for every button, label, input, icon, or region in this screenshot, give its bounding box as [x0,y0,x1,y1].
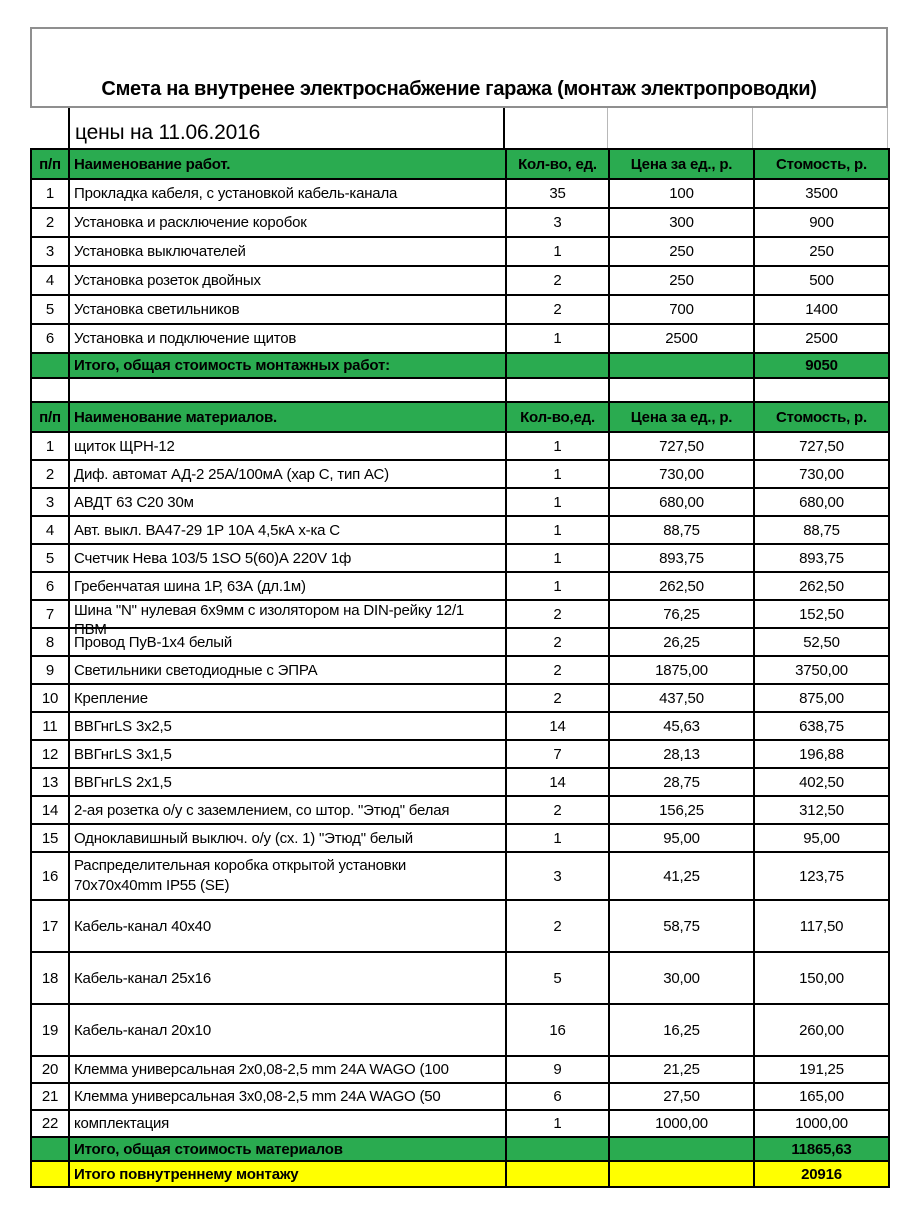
works-row-cost-cell: 500 [754,266,889,295]
spacer-cell-1 [69,378,506,402]
table-row [31,768,889,796]
materials-row-num-cell: 15 [31,824,69,852]
works-row-price-cell: 100 [609,179,754,208]
materials-row-cost-cell: 1000,00 [754,1110,889,1137]
materials-row-cost-cell: 730,00 [754,460,889,488]
materials-row-name-cell: 2-ая розетка о/у с заземлением, со штор. "Этюд" белая [69,796,506,824]
materials-row-price-cell: 437,50 [609,684,754,712]
materials-row-qty-cell: 1 [506,544,609,572]
works-row-name-cell: Установка и подключение щитов [69,324,506,353]
materials-row-num-cell: 9 [31,656,69,684]
materials-row-name-cell: Клемма универсальная 3х0,08-2,5 mm 24A WAGO (50 [69,1083,506,1110]
materials-total-label: Итого, общая стоимость материалов [69,1137,506,1161]
materials-row-price-cell: 27,50 [609,1083,754,1110]
materials-row-cost-cell: 893,75 [754,544,889,572]
table-row [31,796,889,824]
materials-row-price-cell: 28,13 [609,740,754,768]
works-row-num-cell: 2 [31,208,69,237]
table-row [31,824,889,852]
materials-row-name-cell: Шина "N" нулевая 6х9мм с изолятором на DIN-рейку 12/1 ПВМ [69,600,506,628]
table-row [31,1056,889,1083]
works-row-cost-cell: 250 [754,237,889,266]
materials-row-num-cell: 14 [31,796,69,824]
materials-row-num-cell: 19 [31,1004,69,1056]
materials-total-price-cell [609,1137,754,1161]
estimate-table [30,148,890,1188]
materials-row-num-cell: 5 [31,544,69,572]
table-row [31,208,889,237]
works-total-value: 9050 [754,353,889,378]
materials-row-name-cell: Провод ПуВ-1х4 белый [69,628,506,656]
works-row-name-cell: Установка розеток двойных [69,266,506,295]
works-row-cost-cell: 900 [754,208,889,237]
materials-row-name-cell: Клемма универсальная 2х0,08-2,5 mm 24A WAGO (100 [69,1056,506,1083]
works-header-col-3: Цена за ед., р. [609,149,754,179]
table-row [31,402,889,432]
works-header-col-0: п/п [31,149,69,179]
works-header-col-4: Стомость, р. [754,149,889,179]
materials-row-name-cell: Авт. выкл. ВА47-29 1Р 10А 4,5кА х-ка С [69,516,506,544]
materials-row-cost-cell: 312,50 [754,796,889,824]
materials-row-price-cell: 680,00 [609,488,754,516]
materials-row-qty-cell: 1 [506,460,609,488]
materials-row-qty-cell: 2 [506,656,609,684]
works-row-name-cell: Установка светильников [69,295,506,324]
table-row [31,324,889,353]
materials-row-qty-cell: 2 [506,684,609,712]
materials-row-cost-cell: 150,00 [754,952,889,1004]
table-row [31,600,889,628]
materials-row-price-cell: 28,75 [609,768,754,796]
spacer-cell-3 [609,378,754,402]
table-row [31,952,889,1004]
works-row-num-cell: 4 [31,266,69,295]
materials-row-price-cell: 893,75 [609,544,754,572]
works-row-price-cell: 2500 [609,324,754,353]
materials-row-price-cell: 727,50 [609,432,754,460]
table-row [31,1137,889,1161]
materials-row-name-cell: Гребенчатая шина 1Р, 63А (дл.1м) [69,572,506,600]
materials-row-num-cell: 3 [31,488,69,516]
materials-row-cost-cell: 88,75 [754,516,889,544]
materials-row-name-cell: Кабель-канал 20х10 [69,1004,506,1056]
materials-row-price-cell: 1875,00 [609,656,754,684]
works-row-name-cell: Установка выключателей [69,237,506,266]
works-row-num-cell: 1 [31,179,69,208]
materials-row-name-cell: щиток ЩРН-12 [69,432,506,460]
materials-row-name-cell: Счетчик Нева 103/5 1SO 5(60)А 220V 1ф [69,544,506,572]
materials-row-qty-cell: 1 [506,1110,609,1137]
materials-row-cost-cell: 191,25 [754,1056,889,1083]
works-total-qty-cell [506,353,609,378]
date-note-spacer-4 [753,108,888,148]
materials-row-num-cell: 6 [31,572,69,600]
materials-row-name-cell: комплектация [69,1110,506,1137]
materials-row-qty-cell: 6 [506,1083,609,1110]
works-row-name-cell: Установка и расключение коробок [69,208,506,237]
materials-row-cost-cell: 3750,00 [754,656,889,684]
materials-row-num-cell: 11 [31,712,69,740]
materials-total-value: 11865,63 [754,1137,889,1161]
grand-total-num-cell [31,1161,69,1187]
table-row [31,460,889,488]
materials-row-qty-cell: 14 [506,768,609,796]
materials-row-qty-cell: 1 [506,432,609,460]
materials-row-cost-cell: 680,00 [754,488,889,516]
works-total-num-cell [31,353,69,378]
grand-total-price-cell [609,1161,754,1187]
works-row-price-cell: 700 [609,295,754,324]
materials-row-price-cell: 16,25 [609,1004,754,1056]
materials-row-qty-cell: 14 [506,712,609,740]
table-row [31,237,889,266]
materials-row-cost-cell: 402,50 [754,768,889,796]
materials-row-num-cell: 8 [31,628,69,656]
materials-row-num-cell: 17 [31,900,69,952]
works-total-price-cell [609,353,754,378]
materials-row-qty-cell: 2 [506,900,609,952]
materials-total-num-cell [31,1137,69,1161]
grand-total-value: 20916 [754,1161,889,1187]
works-row-qty-cell: 1 [506,324,609,353]
works-row-price-cell: 250 [609,237,754,266]
table-row [31,656,889,684]
table-row [31,712,889,740]
table-row [31,432,889,460]
materials-row-qty-cell: 1 [506,572,609,600]
table-row [31,900,889,952]
spacer-cell-0 [31,378,69,402]
materials-row-qty-cell: 2 [506,796,609,824]
works-total-label: Итого, общая стоимость монтажных работ: [69,353,506,378]
materials-row-cost-cell: 165,00 [754,1083,889,1110]
materials-row-cost-cell: 152,50 [754,600,889,628]
materials-row-name-cell: Одноклавишный выключ. о/у (сх. 1) "Этюд" белый [69,824,506,852]
materials-row-name-cell: Крепление [69,684,506,712]
materials-row-num-cell: 1 [31,432,69,460]
materials-row-name-cell: Кабель-канал 40х40 [69,900,506,952]
materials-row-price-cell: 30,00 [609,952,754,1004]
materials-row-num-cell: 16 [31,852,69,900]
materials-row-num-cell: 18 [31,952,69,1004]
materials-row-num-cell: 2 [31,460,69,488]
works-header-col-1: Наименование работ. [69,149,506,179]
table-row [31,1110,889,1137]
materials-row-price-cell: 88,75 [609,516,754,544]
materials-row-num-cell: 7 [31,600,69,628]
table-row [31,149,889,179]
materials-row-name-cell: ВВГнгLS 3х1,5 [69,740,506,768]
works-row-num-cell: 5 [31,295,69,324]
materials-row-price-cell: 76,25 [609,600,754,628]
estimate-table-body [31,149,889,1187]
materials-header-col-2: Кол-во,ед. [506,402,609,432]
materials-row-name-cell: Светильники светодиодные с ЭПРА [69,656,506,684]
materials-row-cost-cell: 123,75 [754,852,889,900]
materials-row-cost-cell: 117,50 [754,900,889,952]
materials-row-qty-cell: 1 [506,488,609,516]
materials-row-qty-cell: 2 [506,628,609,656]
materials-row-name-cell: Диф. автомат АД-2 25А/100мА (хар С, тип АС) [69,460,506,488]
works-row-cost-cell: 2500 [754,324,889,353]
materials-row-cost-cell: 260,00 [754,1004,889,1056]
materials-row-num-cell: 20 [31,1056,69,1083]
materials-row-price-cell: 262,50 [609,572,754,600]
materials-row-qty-cell: 2 [506,600,609,628]
materials-row-cost-cell: 727,50 [754,432,889,460]
table-row [31,488,889,516]
table-row [31,740,889,768]
materials-header-col-3: Цена за ед., р. [609,402,754,432]
date-note-spacer-2 [505,108,608,148]
works-row-qty-cell: 1 [506,237,609,266]
table-row [31,1004,889,1056]
materials-row-num-cell: 10 [31,684,69,712]
table-row [31,353,889,378]
table-row [31,544,889,572]
works-row-cost-cell: 3500 [754,179,889,208]
works-header-col-2: Кол-во, ед. [506,149,609,179]
materials-row-qty-cell: 1 [506,516,609,544]
materials-row-cost-cell: 196,88 [754,740,889,768]
materials-row-name-cell: АВДТ 63 С20 30м [69,488,506,516]
materials-row-cost-cell: 262,50 [754,572,889,600]
materials-row-qty-cell: 5 [506,952,609,1004]
materials-row-num-cell: 13 [31,768,69,796]
materials-row-cost-cell: 638,75 [754,712,889,740]
table-row [31,628,889,656]
table-row [31,179,889,208]
works-row-price-cell: 300 [609,208,754,237]
materials-row-price-cell: 21,25 [609,1056,754,1083]
materials-row-price-cell: 95,00 [609,824,754,852]
materials-row-num-cell: 4 [31,516,69,544]
materials-row-qty-cell: 1 [506,824,609,852]
works-row-cost-cell: 1400 [754,295,889,324]
page-title: Смета на внутренее электроснабжение гаража (монтаж электропроводки) [101,78,817,100]
table-row [31,266,889,295]
spacer-cell-4 [754,378,889,402]
works-row-price-cell: 250 [609,266,754,295]
date-note: цены на 11.06.2016 [68,108,505,148]
table-row [31,516,889,544]
table-row [31,1083,889,1110]
materials-row-cost-cell: 875,00 [754,684,889,712]
works-row-num-cell: 3 [31,237,69,266]
table-row [31,1161,889,1187]
materials-row-name-cell: ВВГнгLS 3х2,5 [69,712,506,740]
works-row-qty-cell: 35 [506,179,609,208]
date-note-row [30,108,888,148]
table-row [31,572,889,600]
materials-row-qty-cell: 3 [506,852,609,900]
materials-row-num-cell: 22 [31,1110,69,1137]
grand-total-label: Итого повнутреннему монтажу [69,1161,506,1187]
title-box [30,27,888,108]
spacer-cell-2 [506,378,609,402]
table-row [31,295,889,324]
materials-row-price-cell: 26,25 [609,628,754,656]
materials-row-qty-cell: 7 [506,740,609,768]
materials-row-price-cell: 41,25 [609,852,754,900]
materials-row-price-cell: 45,63 [609,712,754,740]
works-row-name-cell: Прокладка кабеля, с установкой кабель-канала [69,179,506,208]
materials-row-name-cell: Кабель-канал 25х16 [69,952,506,1004]
grand-total-qty-cell [506,1161,609,1187]
works-row-num-cell: 6 [31,324,69,353]
table-row [31,378,889,402]
works-row-qty-cell: 2 [506,266,609,295]
materials-row-price-cell: 1000,00 [609,1110,754,1137]
materials-row-name-cell: ВВГнгLS 2х1,5 [69,768,506,796]
materials-header-col-1: Наименование материалов. [69,402,506,432]
materials-row-price-cell: 156,25 [609,796,754,824]
materials-row-price-cell: 58,75 [609,900,754,952]
works-row-qty-cell: 2 [506,295,609,324]
materials-row-cost-cell: 95,00 [754,824,889,852]
date-note-spacer-3 [608,108,753,148]
materials-row-num-cell: 12 [31,740,69,768]
materials-row-qty-cell: 9 [506,1056,609,1083]
materials-total-qty-cell [506,1137,609,1161]
materials-header-col-4: Стомость, р. [754,402,889,432]
materials-row-cost-cell: 52,50 [754,628,889,656]
materials-row-name-cell: Распределительная коробка открытой установки 70х70х40mm IP55 (SE) [69,852,506,900]
materials-row-price-cell: 730,00 [609,460,754,488]
table-row [31,852,889,900]
works-row-qty-cell: 3 [506,208,609,237]
table-row [31,684,889,712]
materials-row-num-cell: 21 [31,1083,69,1110]
date-note-spacer-1 [30,108,68,148]
materials-header-col-0: п/п [31,402,69,432]
materials-row-qty-cell: 16 [506,1004,609,1056]
